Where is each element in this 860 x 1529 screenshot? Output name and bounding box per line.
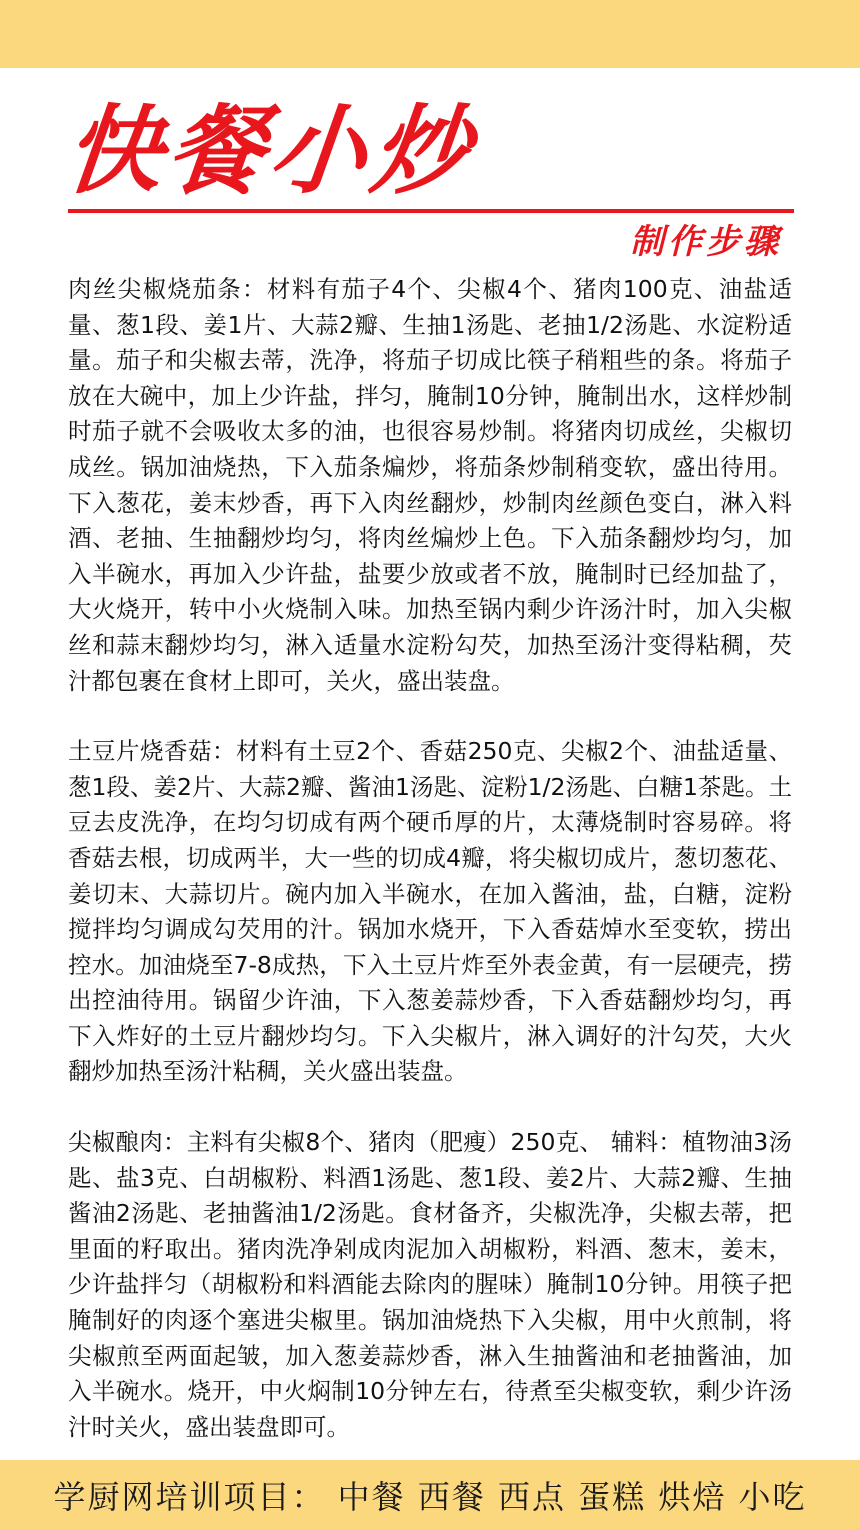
top-banner — [0, 0, 860, 68]
recipe-paragraph-stuffed-pepper: 尖椒酿肉：主料有尖椒8个、猪肉（肥瘦）250克、 辅料：植物油3汤匙、盐3克、白胡椒粉、料酒1汤匙、葱1段、姜2片、大蒜2瓣、生抽酱油2汤匙、老抽酱油1/2汤匙。食材备齐，尖椒洗净，尖椒去蒂，把里面的籽取出。猪肉洗净剁成肉泥加入胡椒粉，料酒、葱末，姜末，少许盐拌匀（胡椒粉和料酒能去除肉的腥味）腌制10分钟。用筷子把腌制好的肉逐个塞进尖椒里。锅加油烧热下入尖椒，用中火煎制，将尖椒煎至两面起皱，加入葱姜蒜炒香，淋入生抽酱油和老抽酱油，加入半碗水。烧开，中火焖制10分钟左右，待煮至尖椒变软，剩少许汤汁时关火，盛出装盘即可。 — [68, 1128, 792, 1441]
footer-text: 学厨网培训项目： 中餐 西餐 西点 蛋糕 烘焙 小吃 — [53, 1477, 807, 1516]
page-subtitle: 制作步骤 — [630, 222, 782, 262]
recipe-paragraph-pork-eggplant: 肉丝尖椒烧茄条：材料有茄子4个、尖椒4个、猪肉100克、油盐适量、葱1段、姜1片、大蒜2瓣、生抽1汤匙、老抽1/2汤匙、水淀粉适量。茄子和尖椒去蒂，洗净，将茄子切成比筷子稍粗些的条。将茄子放在大碗中，加上少许盐，拌匀，腌制10分钟，腌制出水，这样炒制时茄子就不会吸收太多的油，也很容易炒制。将猪肉切成丝，尖椒切成丝。锅加油烧热，下入茄条煸炒，将茄条炒制稍变软，盛出待用。下入葱花，姜末炒香，再下入肉丝翻炒，炒制肉丝颜色变白，淋入料酒、老抽、生抽翻炒均匀，将肉丝煸炒上色。下入茄条翻炒均匀，加入半碗水，再加入少许盐，盐要少放或者不放，腌制时已经加盐了，大火烧开，转中小火烧制入味。加热至锅内剩少许汤汁时，加入尖椒丝和蒜末翻炒均匀，淋入适量水淀粉勾芡，加热至汤汁变得粘稠，芡汁都包裹在食材上即可，关火，盛出装盘。 — [68, 275, 792, 695]
recipe-paragraph-potato-mushroom: 土豆片烧香菇：材料有土豆2个、香菇250克、尖椒2个、油盐适量、葱1段、姜2片、大蒜2瓣、酱油1汤匙、淀粉1/2汤匙、白糖1茶匙。土豆去皮洗净，在均匀切成有两个硬币厚的片，太薄烧制时容易碎。将香菇去根，切成两半，大一些的切成4瓣，将尖椒切成片，葱切葱花、姜切末、大蒜切片。碗内加入半碗水，在加入酱油，盐，白糖，淀粉搅拌均匀调成勾芡用的汁。锅加水烧开，下入香菇焯水至变软，捞出控水。加油烧至7-8成热，下入土豆片炸至外表金黄，有一层硬壳，捞出控油待用。锅留少许油，下入葱姜蒜炒香，下入香菇翻炒均匀，再下入炸好的土豆片翻炒均匀。下入尖椒片，淋入调好的汁勾芡，大火翻炒加热至汤汁粘稠，关火盛出装盘。 — [68, 737, 792, 1086]
footer-banner — [0, 1460, 860, 1529]
recipe-content — [68, 272, 792, 1445]
title-divider — [68, 209, 794, 213]
page-title: 快餐小炒 — [60, 95, 480, 207]
